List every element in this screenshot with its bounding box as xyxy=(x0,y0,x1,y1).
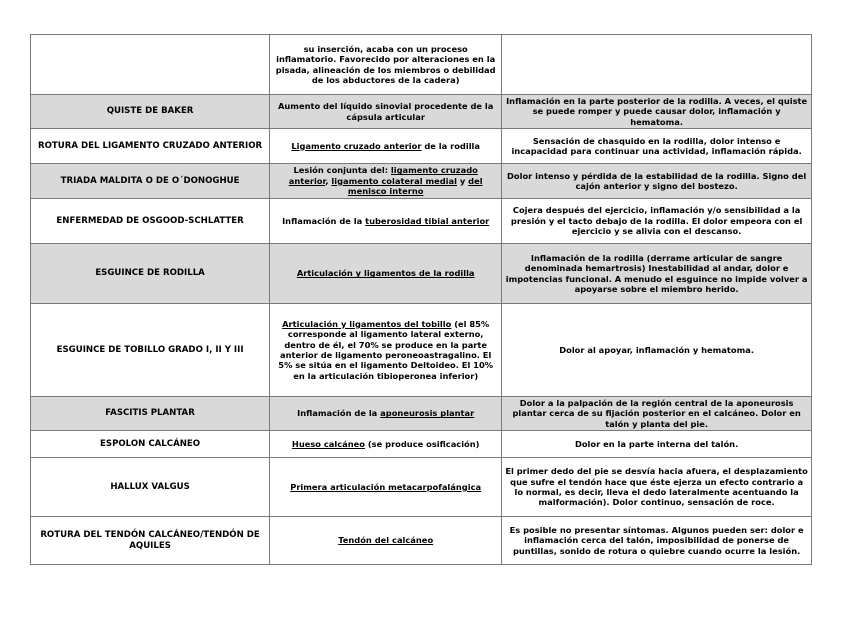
cell-text: de la rodilla xyxy=(421,140,480,151)
symptoms-cell: Dolor a la palpación de la región central de la aponeurosis plantar cerca de su fijación posterior en el calcáneo. Dolor en talón y planta del pie. xyxy=(502,397,812,431)
table-row xyxy=(31,244,812,304)
link-text[interactable]: ligamento colateral medial xyxy=(331,175,457,186)
cell-text: (se produce osificación) xyxy=(365,438,480,449)
cell-text: Aumento del líquido sinovial procedente de la cápsula articular xyxy=(277,101,494,122)
table-row xyxy=(31,397,812,431)
condition-cell xyxy=(31,35,270,95)
cell-text: Lesión conjunta del: xyxy=(293,165,391,176)
table-row xyxy=(31,517,812,565)
affected-structure-cell xyxy=(270,304,502,397)
link-text[interactable]: tuberosidad tibial anterior xyxy=(365,215,490,226)
affected-structure-cell xyxy=(270,164,502,199)
symptoms-cell: Es posible no presentar síntomas. Algunos pueden ser: dolor e inflamación cerca del talón, imposibilidad de ponerse de puntillas, sonido de rotura o quiebre cuando ocurre la lesión. xyxy=(502,517,812,565)
condition-cell: QUISTE DE BAKER xyxy=(31,95,270,129)
cell-text: su inserción, acaba con un proceso inflamatorio. Favorecido por alteraciones en la pisada, alineación de los miembros o debilidad de los abductores de la cadera) xyxy=(275,43,496,85)
condition-cell: TRIADA MALDITA O DE O´DONOGHUE xyxy=(31,164,270,199)
table-body xyxy=(31,35,812,565)
link-text[interactable]: Tendón del calcáneo xyxy=(338,535,434,546)
link-text[interactable]: del menisco interno xyxy=(347,175,483,197)
link-text[interactable]: ligamento cruzado anterior xyxy=(288,165,478,186)
affected-structure-cell xyxy=(270,458,502,517)
symptoms-cell: Inflamación en la parte posterior de la rodilla. A veces, el quiste se puede romper y puede causar dolor, inflamación y hematoma. xyxy=(502,95,812,129)
link-text[interactable]: Hueso calcáneo xyxy=(291,438,365,449)
table-row xyxy=(31,164,812,199)
affected-structure-cell xyxy=(270,431,502,458)
affected-structure-cell xyxy=(270,397,502,431)
link-text[interactable]: Ligamento cruzado anterior xyxy=(291,140,422,151)
symptoms-cell: Dolor al apoyar, inflamación y hematoma. xyxy=(502,304,812,397)
table-row xyxy=(31,129,812,164)
condition-cell: ESGUINCE DE TOBILLO GRADO I, II Y III xyxy=(31,304,270,397)
cell-text: y xyxy=(456,175,469,186)
condition-cell: ESGUINCE DE RODILLA xyxy=(31,244,270,304)
affected-structure-cell xyxy=(270,199,502,244)
table-row xyxy=(31,458,812,517)
link-text[interactable]: Primera articulación metacarpofalángica xyxy=(290,481,482,492)
table-row xyxy=(31,199,812,244)
link-text[interactable]: aponeurosis plantar xyxy=(380,408,475,419)
affected-structure-cell xyxy=(270,129,502,164)
condition-cell: ESPOLON CALCÁNEO xyxy=(31,431,270,458)
table-row xyxy=(31,35,812,95)
symptoms-cell: Dolor en la parte interna del talón. xyxy=(502,431,812,458)
condition-cell: ENFERMEDAD DE OSGOOD-SCHLATTER xyxy=(31,199,270,244)
link-text[interactable]: Articulación y ligamentos de la rodilla xyxy=(296,268,475,279)
symptoms-cell: El primer dedo del pie se desvía hacia afuera, el desplazamiento que sufre el tendón hace que éste ejerza un efecto contrario a lo normal, es decir, lleva el dedo lateralmente acentuando la malformación). Dolor continuo, sensación de roce. xyxy=(502,458,812,517)
symptoms-cell: Inflamación de la rodilla (derrame articular de sangre denominada hemartrosis) Inestabilidad al andar, dolor e impotencias funcional. A menudo el esguince no impide volver a apoyarse sobre el miembro herido. xyxy=(502,244,812,304)
condition-cell: ROTURA DEL LIGAMENTO CRUZADO ANTERIOR xyxy=(31,129,270,164)
symptoms-cell: Cojera después del ejercicio, inflamación y/o sensibilidad a la presión y el tacto debajo de la rodilla. El dolor empeora con el ejercicio y se alivia con el descanso. xyxy=(502,199,812,244)
condition-cell: HALLUX VALGUS xyxy=(31,458,270,517)
cell-text: Inflamación de la xyxy=(282,215,366,226)
cell-text: , xyxy=(325,175,332,186)
affected-structure-cell xyxy=(270,95,502,129)
link-text[interactable]: Articulación y ligamentos del tobillo xyxy=(282,318,452,329)
symptoms-cell: Dolor intenso y pérdida de la estabilidad de la rodilla. Signo del cajón anterior y signo del bostezo. xyxy=(502,164,812,199)
condition-cell: FASCITIS PLANTAR xyxy=(31,397,270,431)
condition-cell: ROTURA DEL TENDÓN CALCÁNEO/TENDÓN DE AQUILES xyxy=(31,517,270,565)
table-row xyxy=(31,431,812,458)
affected-structure-cell xyxy=(270,517,502,565)
affected-structure-cell xyxy=(270,35,502,95)
cell-text: (el 85% corresponde al ligamento lateral externo, dentro de él, el 70% se produce en la parte anterior de ligamento peroneoastragalino. El 5% se sitúa en el ligamento Deltoideo. El 10% en la articulación tibioperonea inferior) xyxy=(278,318,494,381)
injuries-table xyxy=(30,34,812,565)
symptoms-cell xyxy=(502,35,812,95)
symptoms-cell: Sensación de chasquido en la rodilla, dolor intenso e incapacidad para continuar una actividad, inflamación rápida. xyxy=(502,129,812,164)
affected-structure-cell xyxy=(270,244,502,304)
cell-text: Inflamación de la xyxy=(297,408,381,419)
table-row xyxy=(31,304,812,397)
table-row xyxy=(31,95,812,129)
